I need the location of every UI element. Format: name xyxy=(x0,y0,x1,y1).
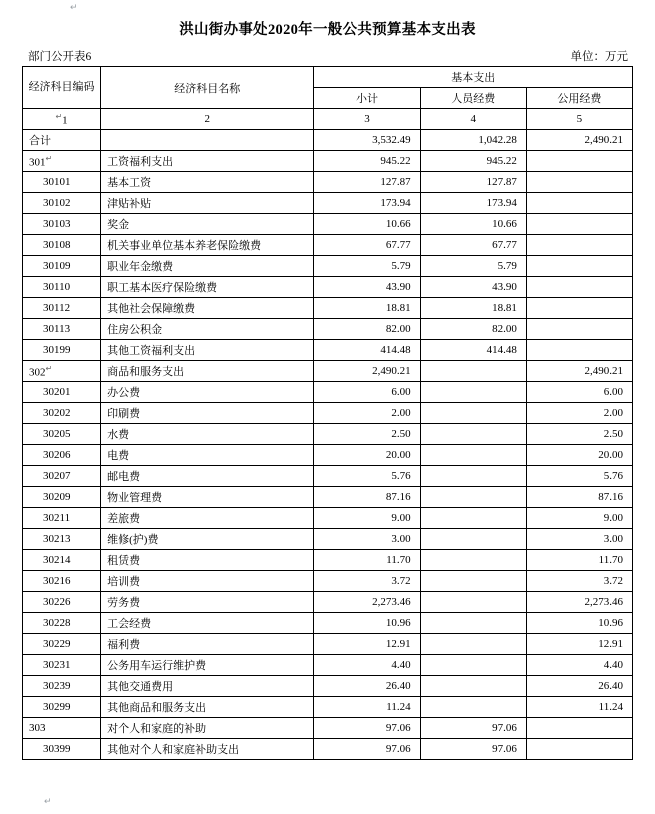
cell-name: 福利费 xyxy=(101,634,314,655)
cell-public: 3.00 xyxy=(526,529,632,550)
unit-label: 单位：万元 xyxy=(570,51,628,63)
cell-personnel: 67.77 xyxy=(420,235,526,256)
cell-name: 维修(护)费 xyxy=(101,529,314,550)
table-row xyxy=(23,487,633,508)
table-row xyxy=(23,739,633,760)
table-row xyxy=(23,571,633,592)
cell-name: 邮电费 xyxy=(101,466,314,487)
cell-personnel: 43.90 xyxy=(420,277,526,298)
table-row xyxy=(23,298,633,319)
cell-personnel: 97.06 xyxy=(420,739,526,760)
cell-public: 5.76 xyxy=(526,466,632,487)
cell-subtotal: 9.00 xyxy=(314,508,420,529)
cell-subtotal: 3.72 xyxy=(314,571,420,592)
form-label: 部门公开表6 xyxy=(28,51,92,63)
cell-code: 30202 xyxy=(23,403,101,424)
col-number-5: 5 xyxy=(526,109,632,130)
cell-name: 其他工资福利支出 xyxy=(101,340,314,361)
cell-code: 30299 xyxy=(23,697,101,718)
page-title: 洪山街办事处2020年一般公共预算基本支出表 xyxy=(179,22,476,38)
cell-code: 30110 xyxy=(23,277,101,298)
cell-subtotal: 5.76 xyxy=(314,466,420,487)
cell-public: 11.24 xyxy=(526,697,632,718)
cell-public: 26.40 xyxy=(526,676,632,697)
header-basic-expenditure: 基本支出 xyxy=(314,67,633,88)
cell-name: 工资福利支出 xyxy=(101,151,314,172)
table-row xyxy=(23,592,633,613)
cell-code: 30103 xyxy=(23,214,101,235)
cell-public: 11.70 xyxy=(526,550,632,571)
table-row xyxy=(23,172,633,193)
cell-public: 20.00 xyxy=(526,445,632,466)
cell-name: 住房公积金 xyxy=(101,319,314,340)
cell-subtotal: 82.00 xyxy=(314,319,420,340)
cell-name: 印刷费 xyxy=(101,403,314,424)
cell-public: 6.00 xyxy=(526,382,632,403)
cell-code: 30209 xyxy=(23,487,101,508)
cell-name: 工会经费 xyxy=(101,613,314,634)
cell-name: 办公费 xyxy=(101,382,314,403)
cell-subtotal: 3,532.49 xyxy=(314,130,420,151)
cell-subtotal: 12.91 xyxy=(314,634,420,655)
cell-personnel xyxy=(420,550,526,571)
table-row xyxy=(23,655,633,676)
cell-public: 9.00 xyxy=(526,508,632,529)
table-body xyxy=(23,130,633,760)
table-row xyxy=(23,361,633,382)
cell-public xyxy=(526,172,632,193)
cell-public: 2,273.46 xyxy=(526,592,632,613)
col-number-2: 2 xyxy=(101,109,314,130)
table-row xyxy=(23,529,633,550)
cell-name xyxy=(101,130,314,151)
cell-name: 职业年金缴费 xyxy=(101,256,314,277)
header-code: 经济科目编码 xyxy=(23,67,101,109)
cell-subtotal: 20.00 xyxy=(314,445,420,466)
cell-name: 培训费 xyxy=(101,571,314,592)
cell-name: 机关事业单位基本养老保险缴费 xyxy=(101,235,314,256)
cell-subtotal: 127.87 xyxy=(314,172,420,193)
cell-personnel: 5.79 xyxy=(420,256,526,277)
cell-public xyxy=(526,718,632,739)
cell-code: 301↵ xyxy=(23,151,101,172)
cell-name: 奖金 xyxy=(101,214,314,235)
cell-personnel xyxy=(420,361,526,382)
cell-public: 10.96 xyxy=(526,613,632,634)
col-number-1: ↵1 xyxy=(23,109,101,130)
cell-public: 2.50 xyxy=(526,424,632,445)
subheader xyxy=(28,48,628,64)
cell-subtotal: 2.00 xyxy=(314,403,420,424)
cell-personnel xyxy=(420,403,526,424)
header-subtotal: 小计 xyxy=(314,88,420,109)
cell-code: 30112 xyxy=(23,298,101,319)
table-row xyxy=(23,403,633,424)
table-row xyxy=(23,277,633,298)
cell-public: 87.16 xyxy=(526,487,632,508)
table-row xyxy=(23,319,633,340)
cell-subtotal: 26.40 xyxy=(314,676,420,697)
header-name: 经济科目名称 xyxy=(101,67,314,109)
cell-subtotal: 11.24 xyxy=(314,697,420,718)
cell-personnel: 10.66 xyxy=(420,214,526,235)
cell-public xyxy=(526,256,632,277)
cell-code: 30399 xyxy=(23,739,101,760)
table-row xyxy=(23,466,633,487)
cell-code: 30228 xyxy=(23,613,101,634)
cell-public xyxy=(526,235,632,256)
cell-public xyxy=(526,193,632,214)
cell-code: 30109 xyxy=(23,256,101,277)
cell-subtotal: 97.06 xyxy=(314,739,420,760)
paragraph-mark-icon: ↵ xyxy=(45,363,53,373)
cell-code: 30239 xyxy=(23,676,101,697)
cell-public: 4.40 xyxy=(526,655,632,676)
cell-name: 对个人和家庭的补助 xyxy=(101,718,314,739)
cell-subtotal: 18.81 xyxy=(314,298,420,319)
budget-table xyxy=(22,66,633,760)
cell-code: 30101 xyxy=(23,172,101,193)
cell-subtotal: 3.00 xyxy=(314,529,420,550)
cell-personnel xyxy=(420,634,526,655)
table-row xyxy=(23,634,633,655)
table-row xyxy=(23,508,633,529)
cell-subtotal: 97.06 xyxy=(314,718,420,739)
cell-subtotal: 6.00 xyxy=(314,382,420,403)
cell-public xyxy=(526,739,632,760)
cell-name: 基本工资 xyxy=(101,172,314,193)
cell-name: 职工基本医疗保险缴费 xyxy=(101,277,314,298)
cell-code: 30206 xyxy=(23,445,101,466)
cell-public xyxy=(526,151,632,172)
cell-code: 30213 xyxy=(23,529,101,550)
cell-name: 其他交通费用 xyxy=(101,676,314,697)
cell-code: 30113 xyxy=(23,319,101,340)
cell-name: 津贴补贴 xyxy=(101,193,314,214)
cell-name: 其他商品和服务支出 xyxy=(101,697,314,718)
cell-code: 30205 xyxy=(23,424,101,445)
cell-code: 合计 xyxy=(23,130,101,151)
cell-public: 3.72 xyxy=(526,571,632,592)
table-row xyxy=(23,424,633,445)
cell-personnel xyxy=(420,676,526,697)
cell-name: 差旅费 xyxy=(101,508,314,529)
cell-personnel xyxy=(420,445,526,466)
cell-code: 30211 xyxy=(23,508,101,529)
table-header xyxy=(23,67,633,130)
cell-code: 30207 xyxy=(23,466,101,487)
cell-personnel: 1,042.28 xyxy=(420,130,526,151)
cell-personnel xyxy=(420,571,526,592)
cell-subtotal: 11.70 xyxy=(314,550,420,571)
paragraph-mark-icon: ↵ xyxy=(45,153,53,163)
cell-personnel xyxy=(420,424,526,445)
cell-subtotal: 5.79 xyxy=(314,256,420,277)
cell-public xyxy=(526,277,632,298)
cell-code: 30199 xyxy=(23,340,101,361)
table-row xyxy=(23,193,633,214)
cell-subtotal: 4.40 xyxy=(314,655,420,676)
table-row xyxy=(23,718,633,739)
cell-name: 其他社会保障缴费 xyxy=(101,298,314,319)
cell-public: 12.91 xyxy=(526,634,632,655)
cell-public xyxy=(526,319,632,340)
paragraph-mark-icon: ↵ xyxy=(70,2,78,12)
cell-name: 物业管理费 xyxy=(101,487,314,508)
paragraph-mark-bottom-icon: ↵ xyxy=(44,796,52,806)
cell-code: 30108 xyxy=(23,235,101,256)
cell-personnel xyxy=(420,529,526,550)
table-row xyxy=(23,130,633,151)
cell-personnel xyxy=(420,697,526,718)
cell-personnel xyxy=(420,508,526,529)
cell-name: 水费 xyxy=(101,424,314,445)
cell-subtotal: 2,273.46 xyxy=(314,592,420,613)
cell-personnel: 97.06 xyxy=(420,718,526,739)
cell-name: 商品和服务支出 xyxy=(101,361,314,382)
table-row xyxy=(23,613,633,634)
table-row xyxy=(23,151,633,172)
cell-subtotal: 10.66 xyxy=(314,214,420,235)
cell-personnel: 127.87 xyxy=(420,172,526,193)
cell-personnel: 414.48 xyxy=(420,340,526,361)
table-row xyxy=(23,214,633,235)
header-personnel: 人员经费 xyxy=(420,88,526,109)
cell-personnel xyxy=(420,613,526,634)
cell-personnel: 82.00 xyxy=(420,319,526,340)
table-row xyxy=(23,340,633,361)
table-row xyxy=(23,256,633,277)
cell-subtotal: 43.90 xyxy=(314,277,420,298)
cell-name: 其他对个人和家庭补助支出 xyxy=(101,739,314,760)
cell-personnel: 18.81 xyxy=(420,298,526,319)
cell-subtotal: 173.94 xyxy=(314,193,420,214)
table-row xyxy=(23,550,633,571)
col-number-3: 3 xyxy=(314,109,420,130)
cell-public: 2,490.21 xyxy=(526,130,632,151)
cell-code: 302↵ xyxy=(23,361,101,382)
cell-personnel xyxy=(420,466,526,487)
table-row xyxy=(23,445,633,466)
cell-code: 30102 xyxy=(23,193,101,214)
cell-code: 30231 xyxy=(23,655,101,676)
cell-subtotal: 67.77 xyxy=(314,235,420,256)
cell-name: 劳务费 xyxy=(101,592,314,613)
table-row xyxy=(23,676,633,697)
cell-name: 公务用车运行维护费 xyxy=(101,655,314,676)
cell-public xyxy=(526,298,632,319)
cell-personnel xyxy=(420,382,526,403)
table-row-numbering xyxy=(23,109,633,130)
cell-subtotal: 414.48 xyxy=(314,340,420,361)
cell-code: 30216 xyxy=(23,571,101,592)
cell-subtotal: 10.96 xyxy=(314,613,420,634)
table-row xyxy=(23,235,633,256)
cell-public xyxy=(526,340,632,361)
table-row xyxy=(23,382,633,403)
cell-personnel: 173.94 xyxy=(420,193,526,214)
cell-public: 2.00 xyxy=(526,403,632,424)
cell-subtotal: 2.50 xyxy=(314,424,420,445)
cell-code: 30229 xyxy=(23,634,101,655)
cell-personnel: 945.22 xyxy=(420,151,526,172)
col-number-4: 4 xyxy=(420,109,526,130)
cell-code: 30226 xyxy=(23,592,101,613)
header-public: 公用经费 xyxy=(526,88,632,109)
cell-code: 30201 xyxy=(23,382,101,403)
cell-code: 303 xyxy=(23,718,101,739)
cell-personnel xyxy=(420,655,526,676)
cell-public: 2,490.21 xyxy=(526,361,632,382)
cell-personnel xyxy=(420,487,526,508)
cell-subtotal: 945.22 xyxy=(314,151,420,172)
cell-name: 租赁费 xyxy=(101,550,314,571)
cell-subtotal: 87.16 xyxy=(314,487,420,508)
cell-personnel xyxy=(420,592,526,613)
table-row xyxy=(23,697,633,718)
cell-code: 30214 xyxy=(23,550,101,571)
cell-name: 电费 xyxy=(101,445,314,466)
cell-public xyxy=(526,214,632,235)
cell-subtotal: 2,490.21 xyxy=(314,361,420,382)
